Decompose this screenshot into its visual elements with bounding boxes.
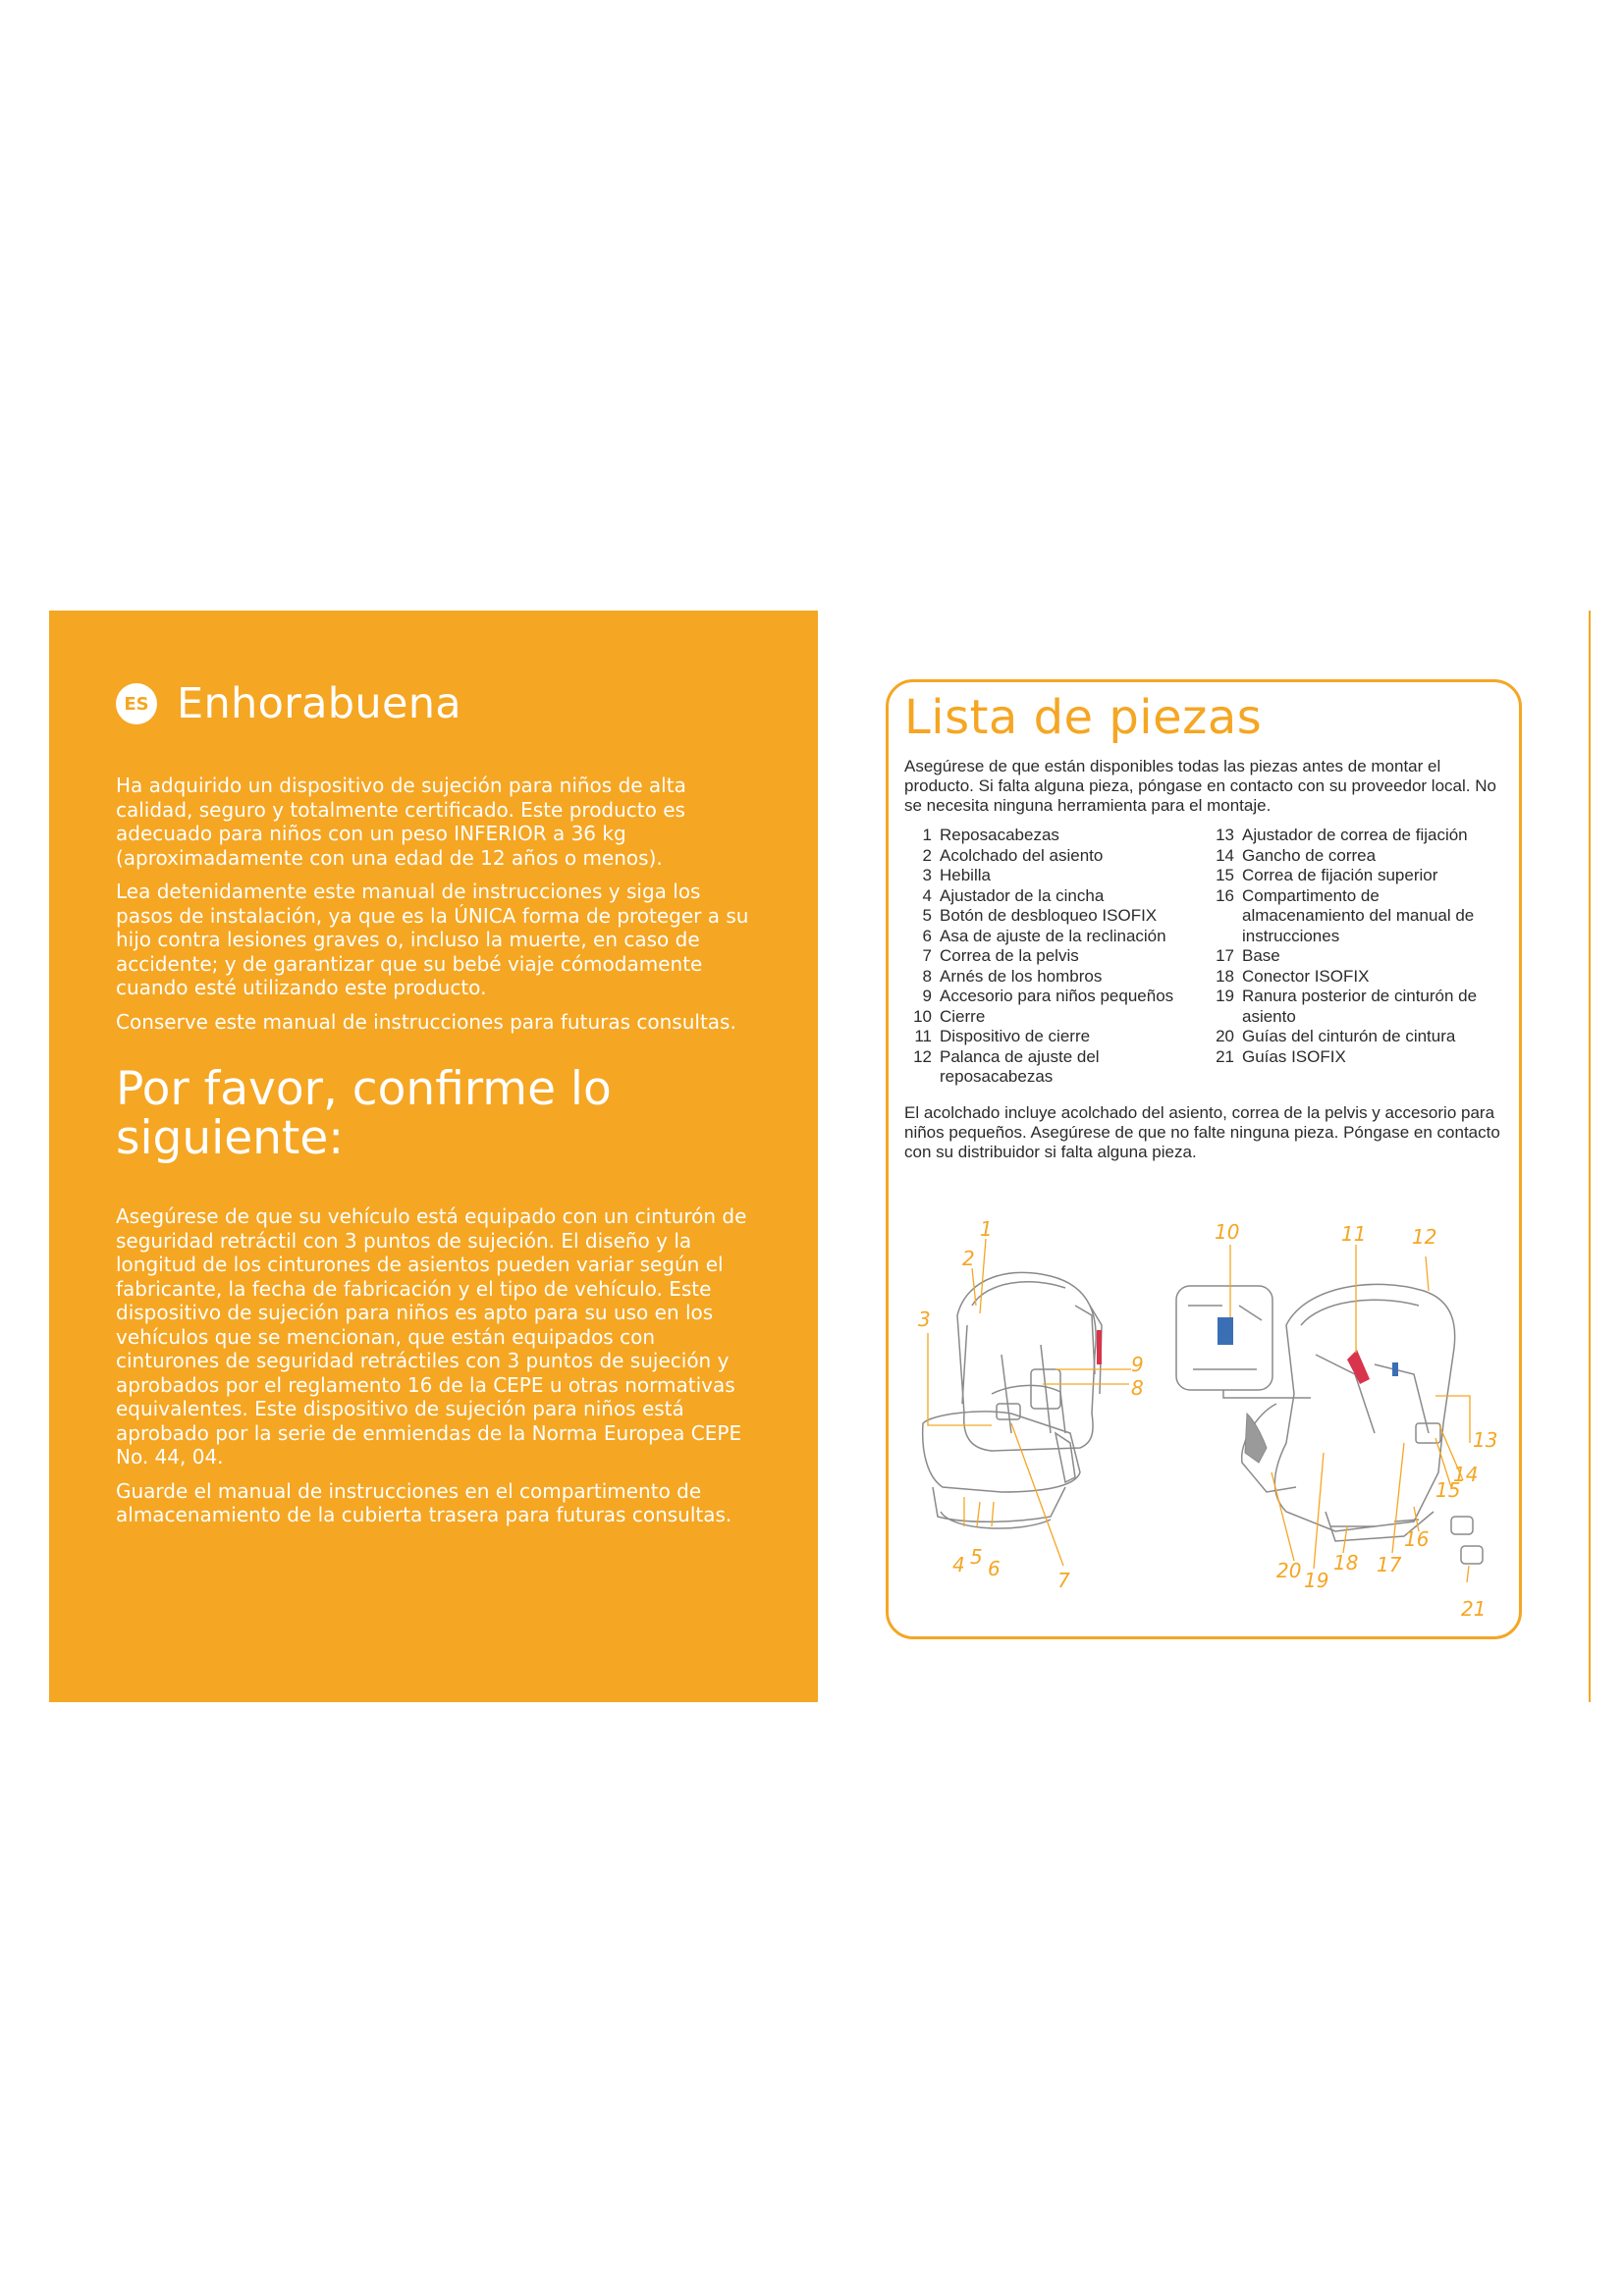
part-number: 16 — [1216, 885, 1234, 905]
figure-label-16: 16 — [1404, 1527, 1430, 1551]
part-label: Dispositivo de cierre — [940, 1027, 1091, 1045]
part-label: Accesorio para niños pequeños — [940, 987, 1174, 1005]
part-number: 17 — [1216, 946, 1234, 965]
part-label: Cierre — [940, 1006, 986, 1026]
figure-label-11: 11 — [1341, 1222, 1367, 1246]
figure-label-20: 20 — [1276, 1559, 1302, 1582]
figure-label-6: 6 — [988, 1557, 1001, 1580]
part-label: Base — [1242, 946, 1280, 965]
part-label: Asa de ajuste de la reclinación — [940, 926, 1166, 945]
parts-title: Lista de piezas — [904, 690, 1263, 745]
part-number: 7 — [922, 946, 932, 965]
parts-intro: Asegúrese de que están disponibles todas las piezas antes de montar el producto. Si falta alguna pieza, póngase en contacto con su proveedor local. No se necesita ninguna herramienta para el montaje. — [904, 757, 1496, 815]
part-number: 20 — [1216, 1027, 1234, 1045]
red-indicator — [1097, 1330, 1102, 1364]
part-label: Conector ISOFIX — [1242, 966, 1370, 986]
part-number: 4 — [922, 885, 932, 905]
figure-label-8: 8 — [1131, 1376, 1144, 1400]
part-label: Correa de fijación superior — [1242, 866, 1438, 884]
part-label: Hebilla — [940, 866, 991, 884]
part-number: 5 — [922, 906, 932, 925]
part-number: 3 — [922, 866, 932, 884]
figure-label-18: 18 — [1333, 1551, 1359, 1575]
part-number: 1 — [922, 826, 932, 844]
part-label: Gancho de correa — [1242, 845, 1377, 865]
figure-label-15: 15 — [1435, 1478, 1461, 1502]
blue-tab — [1392, 1362, 1398, 1376]
confirm-title: Por favor, confirme lo siguiente: — [116, 1062, 612, 1165]
figure-label-19: 19 — [1304, 1569, 1329, 1592]
part-label: Reposacabezas — [940, 826, 1059, 844]
part-number: 19 — [1216, 987, 1234, 1005]
storage-paragraph: Guarde el manual de instrucciones en el compartimento de almacenamiento de la cubierta trasera para futuras consultas. — [116, 1478, 732, 1526]
figure-label-21: 21 — [1461, 1597, 1487, 1621]
part-number: 11 — [914, 1027, 932, 1045]
figure-label-7: 7 — [1057, 1569, 1070, 1592]
part-label: Ranura posterior de cinturón de asiento — [1242, 987, 1478, 1026]
part-number: 8 — [922, 966, 932, 986]
part-label: Palanca de ajuste del reposacabezas — [940, 1046, 1100, 1086]
figure-label-13: 13 — [1473, 1428, 1498, 1452]
figure-label-4: 4 — [952, 1553, 965, 1576]
part-label: Ajustador de la cincha — [940, 885, 1105, 905]
part-label: Correa de la pelvis — [940, 946, 1079, 965]
red-lever — [1347, 1350, 1370, 1384]
figure-label-9: 9 — [1131, 1353, 1144, 1376]
welcome-title: Enhorabuena — [177, 679, 461, 728]
blue-indicator — [1218, 1317, 1233, 1345]
part-label: Acolchado del asiento — [940, 845, 1104, 865]
figure-label-1: 1 — [980, 1217, 993, 1241]
figure-label-10: 10 — [1215, 1220, 1240, 1244]
part-label: Compartimento de almacenamiento del manual de instrucciones — [1242, 885, 1475, 945]
figure-label-5: 5 — [970, 1545, 983, 1569]
part-number: 2 — [922, 845, 932, 865]
part-number: 6 — [922, 926, 932, 945]
part-label: Ajustador de correa de fijación — [1242, 826, 1468, 844]
figure-label-14: 14 — [1453, 1463, 1479, 1486]
part-number: 9 — [922, 987, 932, 1005]
keep-manual-paragraph: Conserve este manual de instrucciones para futuras consultas. — [116, 1009, 736, 1034]
language-badge: ES — [116, 683, 157, 724]
part-number: 13 — [1216, 826, 1234, 844]
intro-paragraph: Ha adquirido un dispositivo de sujeción para niños de alta calidad, seguro y totalmente certificado. Este producto es adecuado para niños con un peso INFERIOR a 36 kg (aproximadamente con una edad de 12 años o menos). — [116, 774, 686, 870]
figure-label-17: 17 — [1377, 1553, 1402, 1576]
part-number: 21 — [1216, 1046, 1234, 1066]
part-number: 10 — [913, 1006, 932, 1026]
part-number: 18 — [1216, 966, 1234, 986]
parts-note: El acolchado incluye acolchado del asiento, correa de la pelvis y accesorio para niños pequeños. Asegúrese de que no falte ninguna pieza. Póngase en contacto con su distribuidor si falta alguna pieza. — [904, 1102, 1500, 1161]
figure-label-2: 2 — [962, 1247, 975, 1270]
front-seat-drawing — [923, 1272, 1102, 1528]
part-label: Arnés de los hombros — [940, 966, 1103, 986]
part-number: 12 — [913, 1046, 932, 1066]
part-number: 15 — [1216, 866, 1234, 884]
part-label: Botón de desbloqueo ISOFIX — [940, 906, 1158, 925]
instructions-paragraph: Lea detenidamente este manual de instrucciones y siga los pasos de instalación, ya que es la ÚNICA forma de proteger a su hijo contra lesiones graves o, incluso la muerte, en caso de accidente; y de garantizar que su bebé viaje cómodamente cuando esté utilizando este producto. — [116, 880, 749, 999]
figure-label-12: 12 — [1412, 1225, 1437, 1249]
part-label: Guías del cinturón de cintura — [1242, 1027, 1456, 1045]
figure-label-3: 3 — [918, 1308, 931, 1331]
part-label: Guías ISOFIX — [1242, 1046, 1346, 1066]
vehicle-requirements-paragraph: Asegúrese de que su vehículo está equipado con un cinturón de seguridad retráctil con 3 puntos de sujeción. El diseño y la longitud de los cinturones de asientos pueden variar según el fabricante, la fecha de fabricación y el tipo de vehículo. Este dispositivo de sujeción para niños es apto para su uso en los vehículos que se mencionan, que están equipados con cinturones de seguridad retráctiles con 3 puntos de sujeción y aprobados por el reglamento 16 de la CEPE u otras normativas equivalentes. Este dispositivo de sujeción para niños está aprobado por la serie de enmiendas de la Norma Europea CEPE No. 44, 04. — [116, 1204, 747, 1468]
part-number: 14 — [1216, 845, 1234, 865]
